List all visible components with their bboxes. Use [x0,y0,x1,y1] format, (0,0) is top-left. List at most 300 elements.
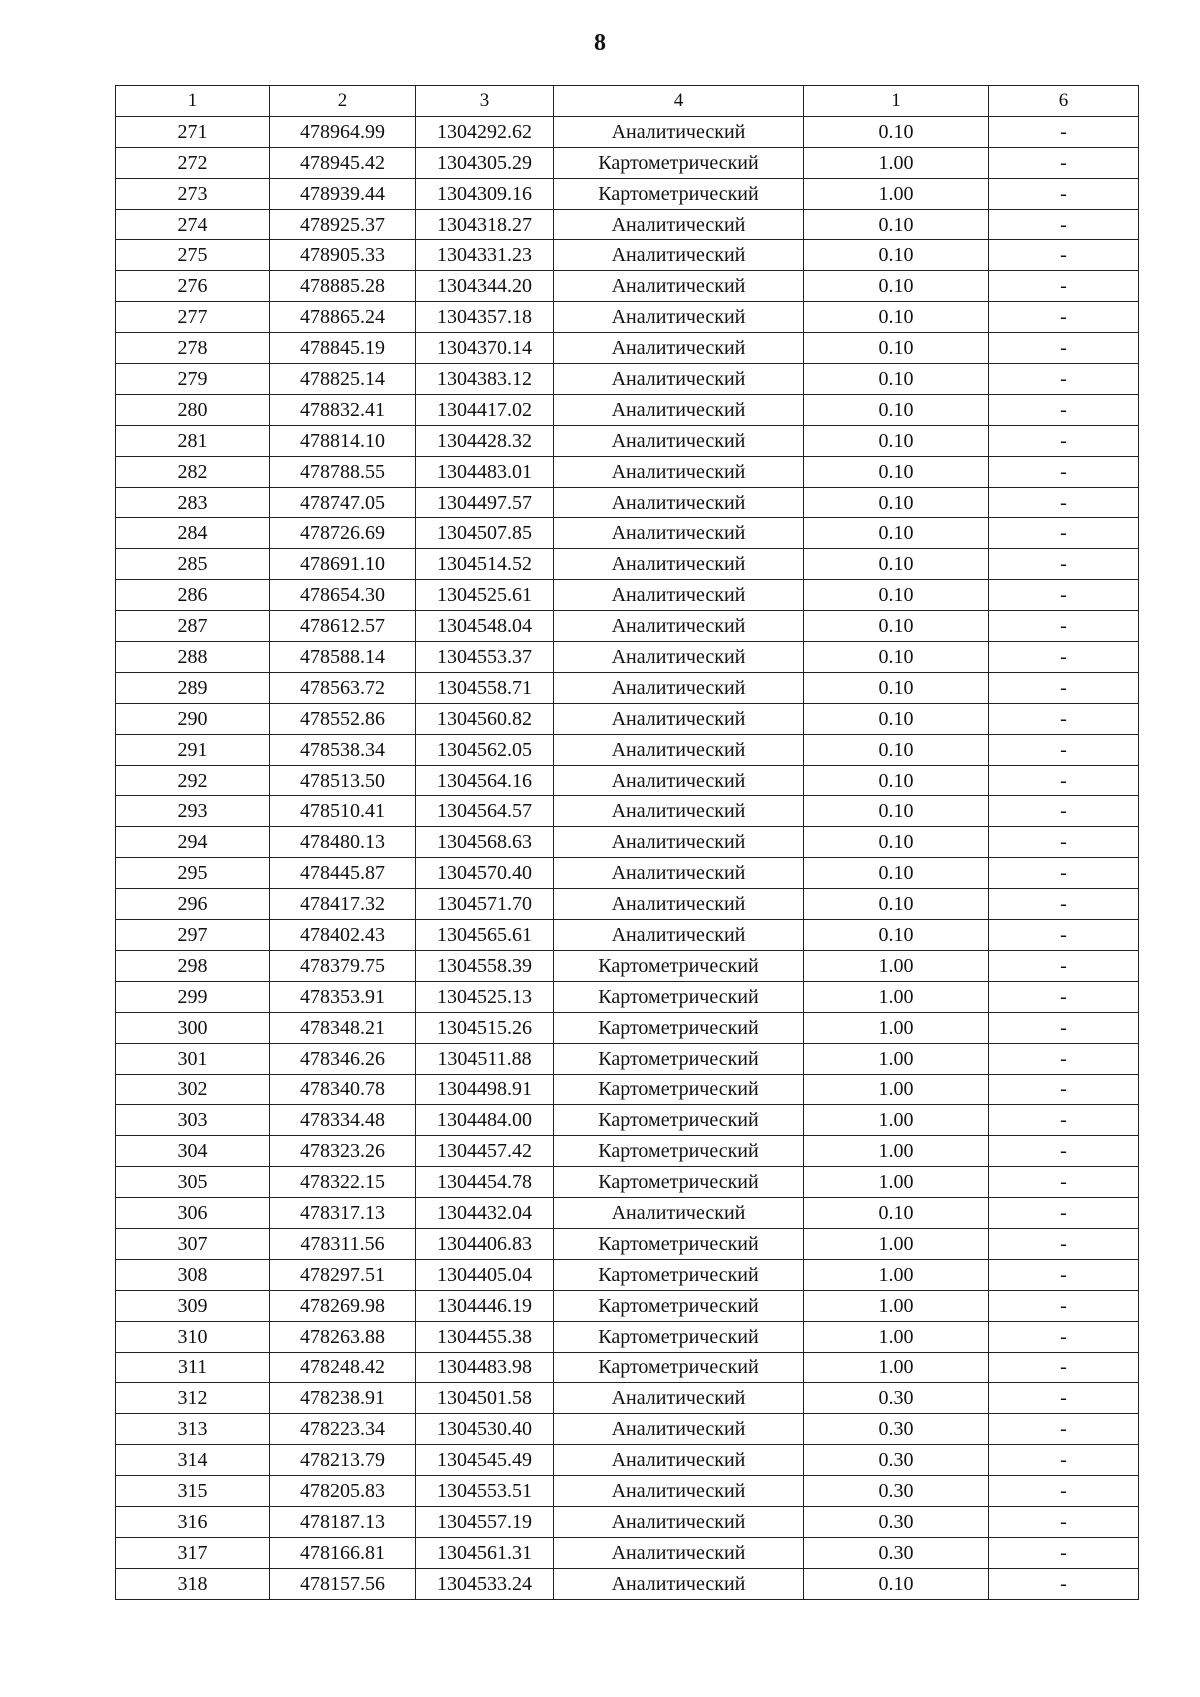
method-cell: Картометрический [554,1043,804,1074]
note-cell: - [989,1506,1139,1537]
method-cell: Картометрический [554,1167,804,1198]
y-coordinate-cell: 1304501.58 [416,1383,554,1414]
y-coordinate-cell: 1304383.12 [416,364,554,395]
accuracy-cell: 0.10 [804,518,989,549]
note-cell: - [989,827,1139,858]
y-coordinate-cell: 1304533.24 [416,1568,554,1599]
x-coordinate-cell: 478845.19 [270,333,416,364]
accuracy-cell: 0.30 [804,1537,989,1568]
accuracy-cell: 1.00 [804,1290,989,1321]
y-coordinate-cell: 1304305.29 [416,147,554,178]
point-number-cell: 300 [116,1012,270,1043]
x-coordinate-cell: 478865.24 [270,302,416,333]
point-number-cell: 314 [116,1445,270,1476]
x-coordinate-cell: 478297.51 [270,1259,416,1290]
accuracy-cell: 1.00 [804,981,989,1012]
y-coordinate-cell: 1304455.38 [416,1321,554,1352]
method-cell: Аналитический [554,1476,804,1507]
point-number-cell: 304 [116,1136,270,1167]
point-number-cell: 293 [116,796,270,827]
point-number-cell: 303 [116,1105,270,1136]
note-cell: - [989,178,1139,209]
accuracy-cell: 0.10 [804,827,989,858]
note-cell: - [989,1352,1139,1383]
method-cell: Аналитический [554,1537,804,1568]
y-coordinate-cell: 1304564.57 [416,796,554,827]
x-coordinate-cell: 478157.56 [270,1568,416,1599]
x-coordinate-cell: 478340.78 [270,1074,416,1105]
method-cell: Аналитический [554,240,804,271]
y-coordinate-cell: 1304525.13 [416,981,554,1012]
accuracy-cell: 1.00 [804,1074,989,1105]
method-cell: Картометрический [554,1321,804,1352]
accuracy-cell: 0.10 [804,703,989,734]
table-row [116,209,1139,240]
y-coordinate-cell: 1304558.71 [416,672,554,703]
note-cell: - [989,1445,1139,1476]
x-coordinate-cell: 478832.41 [270,394,416,425]
table-row [116,858,1139,889]
column-header: 3 [416,86,554,117]
point-number-cell: 287 [116,611,270,642]
x-coordinate-cell: 478552.86 [270,703,416,734]
x-coordinate-cell: 478445.87 [270,858,416,889]
table-row [116,456,1139,487]
y-coordinate-cell: 1304454.78 [416,1167,554,1198]
point-number-cell: 315 [116,1476,270,1507]
note-cell: - [989,703,1139,734]
method-cell: Аналитический [554,549,804,580]
note-cell: - [989,765,1139,796]
note-cell: - [989,302,1139,333]
accuracy-cell: 0.10 [804,364,989,395]
x-coordinate-cell: 478538.34 [270,734,416,765]
accuracy-cell: 1.00 [804,147,989,178]
method-cell: Картометрический [554,147,804,178]
x-coordinate-cell: 478187.13 [270,1506,416,1537]
table-row [116,1012,1139,1043]
accuracy-cell: 0.10 [804,425,989,456]
method-cell: Аналитический [554,518,804,549]
method-cell: Аналитический [554,1383,804,1414]
point-number-cell: 291 [116,734,270,765]
table-row [116,178,1139,209]
accuracy-cell: 1.00 [804,1136,989,1167]
method-cell: Аналитический [554,425,804,456]
x-coordinate-cell: 478480.13 [270,827,416,858]
method-cell: Аналитический [554,703,804,734]
accuracy-cell: 0.10 [804,672,989,703]
y-coordinate-cell: 1304428.32 [416,425,554,456]
accuracy-cell: 0.10 [804,456,989,487]
table-row [116,1198,1139,1229]
x-coordinate-cell: 478317.13 [270,1198,416,1229]
accuracy-cell: 0.10 [804,1568,989,1599]
x-coordinate-cell: 478269.98 [270,1290,416,1321]
x-coordinate-cell: 478213.79 [270,1445,416,1476]
table-row [116,672,1139,703]
note-cell: - [989,271,1139,302]
y-coordinate-cell: 1304568.63 [416,827,554,858]
note-cell: - [989,425,1139,456]
accuracy-cell: 0.10 [804,858,989,889]
note-cell: - [989,1383,1139,1414]
y-coordinate-cell: 1304565.61 [416,920,554,951]
accuracy-cell: 1.00 [804,1259,989,1290]
column-header: 1 [804,86,989,117]
x-coordinate-cell: 478311.56 [270,1228,416,1259]
y-coordinate-cell: 1304561.31 [416,1537,554,1568]
x-coordinate-cell: 478939.44 [270,178,416,209]
note-cell: - [989,1228,1139,1259]
method-cell: Аналитический [554,116,804,147]
table-row [116,302,1139,333]
accuracy-cell: 0.30 [804,1414,989,1445]
method-cell: Аналитический [554,333,804,364]
y-coordinate-cell: 1304545.49 [416,1445,554,1476]
table-row [116,364,1139,395]
note-cell: - [989,1198,1139,1229]
accuracy-cell: 0.10 [804,394,989,425]
table-row [116,1321,1139,1352]
method-cell: Аналитический [554,920,804,951]
note-cell: - [989,1136,1139,1167]
y-coordinate-cell: 1304331.23 [416,240,554,271]
method-cell: Аналитический [554,1506,804,1537]
x-coordinate-cell: 478348.21 [270,1012,416,1043]
accuracy-cell: 0.10 [804,302,989,333]
method-cell: Аналитический [554,734,804,765]
x-coordinate-cell: 478238.91 [270,1383,416,1414]
method-cell: Аналитический [554,271,804,302]
accuracy-cell: 0.30 [804,1383,989,1414]
accuracy-cell: 1.00 [804,1105,989,1136]
accuracy-cell: 0.10 [804,642,989,673]
point-number-cell: 301 [116,1043,270,1074]
table-row [116,549,1139,580]
table-row [116,240,1139,271]
x-coordinate-cell: 478654.30 [270,580,416,611]
y-coordinate-cell: 1304405.04 [416,1259,554,1290]
method-cell: Картометрический [554,981,804,1012]
table-row [116,1043,1139,1074]
y-coordinate-cell: 1304497.57 [416,487,554,518]
accuracy-cell: 0.10 [804,271,989,302]
point-number-cell: 294 [116,827,270,858]
accuracy-cell: 0.10 [804,889,989,920]
table-row [116,1259,1139,1290]
x-coordinate-cell: 478964.99 [270,116,416,147]
y-coordinate-cell: 1304417.02 [416,394,554,425]
method-cell: Аналитический [554,827,804,858]
x-coordinate-cell: 478353.91 [270,981,416,1012]
point-number-cell: 302 [116,1074,270,1105]
point-number-cell: 313 [116,1414,270,1445]
table-row [116,1445,1139,1476]
note-cell: - [989,642,1139,673]
coordinates-table [115,85,1139,1600]
method-cell: Картометрический [554,1352,804,1383]
point-number-cell: 311 [116,1352,270,1383]
y-coordinate-cell: 1304553.51 [416,1476,554,1507]
page-number: 8 [594,30,606,56]
x-coordinate-cell: 478323.26 [270,1136,416,1167]
point-number-cell: 297 [116,920,270,951]
accuracy-cell: 1.00 [804,1228,989,1259]
note-cell: - [989,1321,1139,1352]
point-number-cell: 317 [116,1537,270,1568]
accuracy-cell: 1.00 [804,178,989,209]
x-coordinate-cell: 478223.34 [270,1414,416,1445]
table-row [116,1383,1139,1414]
y-coordinate-cell: 1304548.04 [416,611,554,642]
table-header-row [116,86,1139,117]
point-number-cell: 306 [116,1198,270,1229]
table-row [116,734,1139,765]
note-cell: - [989,116,1139,147]
x-coordinate-cell: 478788.55 [270,456,416,487]
y-coordinate-cell: 1304309.16 [416,178,554,209]
note-cell: - [989,734,1139,765]
table-row [116,827,1139,858]
point-number-cell: 282 [116,456,270,487]
y-coordinate-cell: 1304483.98 [416,1352,554,1383]
table-row [116,1414,1139,1445]
table-row [116,1476,1139,1507]
x-coordinate-cell: 478166.81 [270,1537,416,1568]
table-row [116,333,1139,364]
accuracy-cell: 0.10 [804,116,989,147]
x-coordinate-cell: 478248.42 [270,1352,416,1383]
accuracy-cell: 0.10 [804,1198,989,1229]
method-cell: Аналитический [554,1445,804,1476]
method-cell: Картометрический [554,178,804,209]
point-number-cell: 292 [116,765,270,796]
point-number-cell: 272 [116,147,270,178]
table-row [116,425,1139,456]
y-coordinate-cell: 1304344.20 [416,271,554,302]
note-cell: - [989,1568,1139,1599]
method-cell: Картометрический [554,950,804,981]
point-number-cell: 277 [116,302,270,333]
y-coordinate-cell: 1304571.70 [416,889,554,920]
point-number-cell: 273 [116,178,270,209]
method-cell: Аналитический [554,394,804,425]
method-cell: Аналитический [554,364,804,395]
point-number-cell: 288 [116,642,270,673]
note-cell: - [989,858,1139,889]
method-cell: Аналитический [554,642,804,673]
y-coordinate-cell: 1304514.52 [416,549,554,580]
point-number-cell: 286 [116,580,270,611]
note-cell: - [989,240,1139,271]
point-number-cell: 271 [116,116,270,147]
accuracy-cell: 0.10 [804,333,989,364]
x-coordinate-cell: 478263.88 [270,1321,416,1352]
note-cell: - [989,889,1139,920]
method-cell: Картометрический [554,1105,804,1136]
point-number-cell: 280 [116,394,270,425]
point-number-cell: 279 [116,364,270,395]
table-row [116,703,1139,734]
x-coordinate-cell: 478945.42 [270,147,416,178]
table-row [116,920,1139,951]
point-number-cell: 289 [116,672,270,703]
accuracy-cell: 0.30 [804,1445,989,1476]
note-cell: - [989,920,1139,951]
point-number-cell: 274 [116,209,270,240]
x-coordinate-cell: 478925.37 [270,209,416,240]
table-row [116,1074,1139,1105]
note-cell: - [989,981,1139,1012]
point-number-cell: 299 [116,981,270,1012]
note-cell: - [989,456,1139,487]
y-coordinate-cell: 1304432.04 [416,1198,554,1229]
note-cell: - [989,147,1139,178]
accuracy-cell: 0.10 [804,734,989,765]
note-cell: - [989,1043,1139,1074]
method-cell: Аналитический [554,580,804,611]
y-coordinate-cell: 1304484.00 [416,1105,554,1136]
method-cell: Аналитический [554,858,804,889]
table-row [116,1105,1139,1136]
table-row [116,1167,1139,1198]
method-cell: Картометрический [554,1012,804,1043]
x-coordinate-cell: 478747.05 [270,487,416,518]
y-coordinate-cell: 1304498.91 [416,1074,554,1105]
note-cell: - [989,580,1139,611]
column-header: 1 [116,86,270,117]
point-number-cell: 310 [116,1321,270,1352]
accuracy-cell: 0.10 [804,487,989,518]
accuracy-cell: 1.00 [804,1043,989,1074]
note-cell: - [989,611,1139,642]
point-number-cell: 318 [116,1568,270,1599]
point-number-cell: 285 [116,549,270,580]
table-row [116,1136,1139,1167]
y-coordinate-cell: 1304558.39 [416,950,554,981]
note-cell: - [989,487,1139,518]
accuracy-cell: 0.10 [804,920,989,951]
point-number-cell: 308 [116,1259,270,1290]
point-number-cell: 295 [116,858,270,889]
y-coordinate-cell: 1304318.27 [416,209,554,240]
table-row [116,642,1139,673]
x-coordinate-cell: 478205.83 [270,1476,416,1507]
y-coordinate-cell: 1304564.16 [416,765,554,796]
method-cell: Картометрический [554,1136,804,1167]
table-row [116,611,1139,642]
point-number-cell: 284 [116,518,270,549]
accuracy-cell: 0.10 [804,796,989,827]
method-cell: Аналитический [554,1414,804,1445]
y-coordinate-cell: 1304515.26 [416,1012,554,1043]
note-cell: - [989,672,1139,703]
note-cell: - [989,1105,1139,1136]
table-row [116,1352,1139,1383]
table-row [116,518,1139,549]
table-row [116,1537,1139,1568]
table-row [116,950,1139,981]
y-coordinate-cell: 1304483.01 [416,456,554,487]
note-cell: - [989,549,1139,580]
column-header: 4 [554,86,804,117]
note-cell: - [989,1537,1139,1568]
y-coordinate-cell: 1304570.40 [416,858,554,889]
point-number-cell: 275 [116,240,270,271]
y-coordinate-cell: 1304370.14 [416,333,554,364]
accuracy-cell: 1.00 [804,950,989,981]
table-row [116,765,1139,796]
table-row [116,1228,1139,1259]
y-coordinate-cell: 1304507.85 [416,518,554,549]
method-cell: Аналитический [554,1198,804,1229]
point-number-cell: 309 [116,1290,270,1321]
point-number-cell: 290 [116,703,270,734]
method-cell: Аналитический [554,302,804,333]
y-coordinate-cell: 1304525.61 [416,580,554,611]
method-cell: Аналитический [554,456,804,487]
note-cell: - [989,1414,1139,1445]
y-coordinate-cell: 1304562.05 [416,734,554,765]
x-coordinate-cell: 478726.69 [270,518,416,549]
y-coordinate-cell: 1304553.37 [416,642,554,673]
table-body [116,116,1139,1599]
accuracy-cell: 1.00 [804,1012,989,1043]
x-coordinate-cell: 478346.26 [270,1043,416,1074]
x-coordinate-cell: 478322.15 [270,1167,416,1198]
y-coordinate-cell: 1304406.83 [416,1228,554,1259]
y-coordinate-cell: 1304357.18 [416,302,554,333]
point-number-cell: 283 [116,487,270,518]
accuracy-cell: 1.00 [804,1167,989,1198]
point-number-cell: 276 [116,271,270,302]
table-row [116,1506,1139,1537]
note-cell: - [989,1259,1139,1290]
accuracy-cell: 1.00 [804,1352,989,1383]
note-cell: - [989,1290,1139,1321]
note-cell: - [989,1012,1139,1043]
y-coordinate-cell: 1304457.42 [416,1136,554,1167]
point-number-cell: 281 [116,425,270,456]
table-row [116,1568,1139,1599]
x-coordinate-cell: 478905.33 [270,240,416,271]
table-row [116,147,1139,178]
note-cell: - [989,1167,1139,1198]
method-cell: Аналитический [554,889,804,920]
point-number-cell: 278 [116,333,270,364]
note-cell: - [989,950,1139,981]
point-number-cell: 296 [116,889,270,920]
table-row [116,796,1139,827]
accuracy-cell: 0.10 [804,209,989,240]
x-coordinate-cell: 478334.48 [270,1105,416,1136]
x-coordinate-cell: 478588.14 [270,642,416,673]
accuracy-cell: 0.30 [804,1476,989,1507]
note-cell: - [989,394,1139,425]
method-cell: Аналитический [554,765,804,796]
method-cell: Аналитический [554,1568,804,1599]
method-cell: Аналитический [554,487,804,518]
x-coordinate-cell: 478691.10 [270,549,416,580]
x-coordinate-cell: 478417.32 [270,889,416,920]
method-cell: Картометрический [554,1259,804,1290]
method-cell: Аналитический [554,672,804,703]
note-cell: - [989,518,1139,549]
method-cell: Аналитический [554,796,804,827]
method-cell: Картометрический [554,1290,804,1321]
note-cell: - [989,364,1139,395]
